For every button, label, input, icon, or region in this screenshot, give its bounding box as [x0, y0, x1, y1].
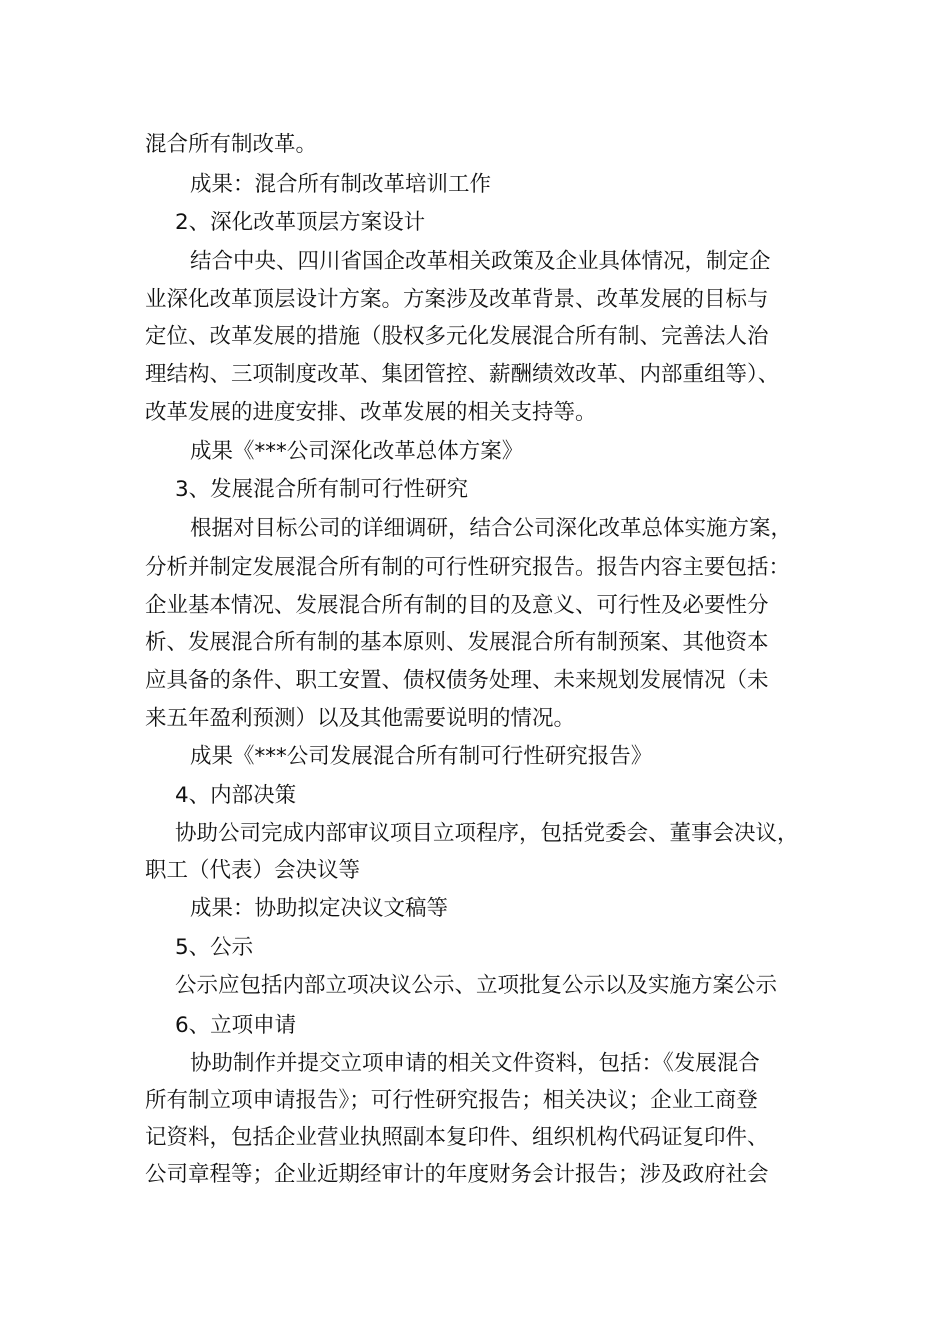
- paragraph-line: 职工（代表）会决议等: [145, 858, 361, 883]
- paragraph-line: 根据对目标公司的详细调研，结合公司深化改革总体实施方案，: [190, 516, 793, 541]
- section-heading-5: 5、公示: [175, 935, 254, 960]
- section-heading-4: 4、内部决策: [175, 783, 297, 808]
- outcome-line: 成果：混合所有制改革培训工作: [190, 172, 492, 197]
- paragraph-line: 业深化改革顶层设计方案。方案涉及改革背景、改革发展的目标与: [145, 287, 769, 312]
- outcome-line: 成果《***公司深化改革总体方案》: [190, 439, 524, 464]
- paragraph-line: 改革发展的进度安排、改革发展的相关支持等。: [145, 400, 597, 425]
- paragraph-line: 析、发展混合所有制的基本原则、发展混合所有制预案、其他资本: [145, 630, 769, 655]
- paragraph-line: 所有制立项申请报告》；可行性研究报告；相关决议；企业工商登: [145, 1088, 758, 1113]
- paragraph-line: 协助公司完成内部审议项目立项程序，包括党委会、董事会决议，: [175, 821, 799, 846]
- paragraph-line: 公示应包括内部立项决议公示、立项批复公示以及实施方案公示: [175, 973, 778, 998]
- paragraph-line: 结合中央、四川省国企改革相关政策及企业具体情况，制定企: [190, 249, 771, 274]
- paragraph-line: 公司章程等；企业近期经审计的年度财务会计报告；涉及政府社会: [145, 1162, 769, 1187]
- paragraph-line: 分析并制定发展混合所有制的可行性研究报告。报告内容主要包括：: [145, 555, 791, 580]
- section-heading-6: 6、立项申请: [175, 1013, 297, 1038]
- section-heading-3: 3、发展混合所有制可行性研究: [175, 477, 469, 502]
- paragraph-line: 记资料，包括企业营业执照副本复印件、组织机构代码证复印件、: [145, 1125, 769, 1150]
- paragraph-line: 协助制作并提交立项申请的相关文件资料，包括：《发展混合: [190, 1051, 760, 1076]
- paragraph-line: 理结构、三项制度改革、集团管控、薪酬绩效改革、内部重组等）、: [145, 362, 780, 387]
- text-line-continuation: 混合所有制改革。: [145, 132, 318, 157]
- paragraph-line: 定位、改革发展的措施（股权多元化发展混合所有制、完善法人治: [145, 324, 769, 349]
- paragraph-line: 应具备的条件、职工安置、债权债务处理、未来规划发展情况（未: [145, 668, 769, 693]
- section-heading-2: 2、深化改革顶层方案设计: [175, 210, 426, 235]
- outcome-line: 成果：协助拟定决议文稿等: [190, 896, 449, 921]
- paragraph-line: 来五年盈利预测）以及其他需要说明的情况。: [145, 706, 576, 731]
- outcome-line: 成果《***公司发展混合所有制可行性研究报告》: [190, 744, 653, 769]
- paragraph-line: 企业基本情况、发展混合所有制的目的及意义、可行性及必要性分: [145, 593, 769, 618]
